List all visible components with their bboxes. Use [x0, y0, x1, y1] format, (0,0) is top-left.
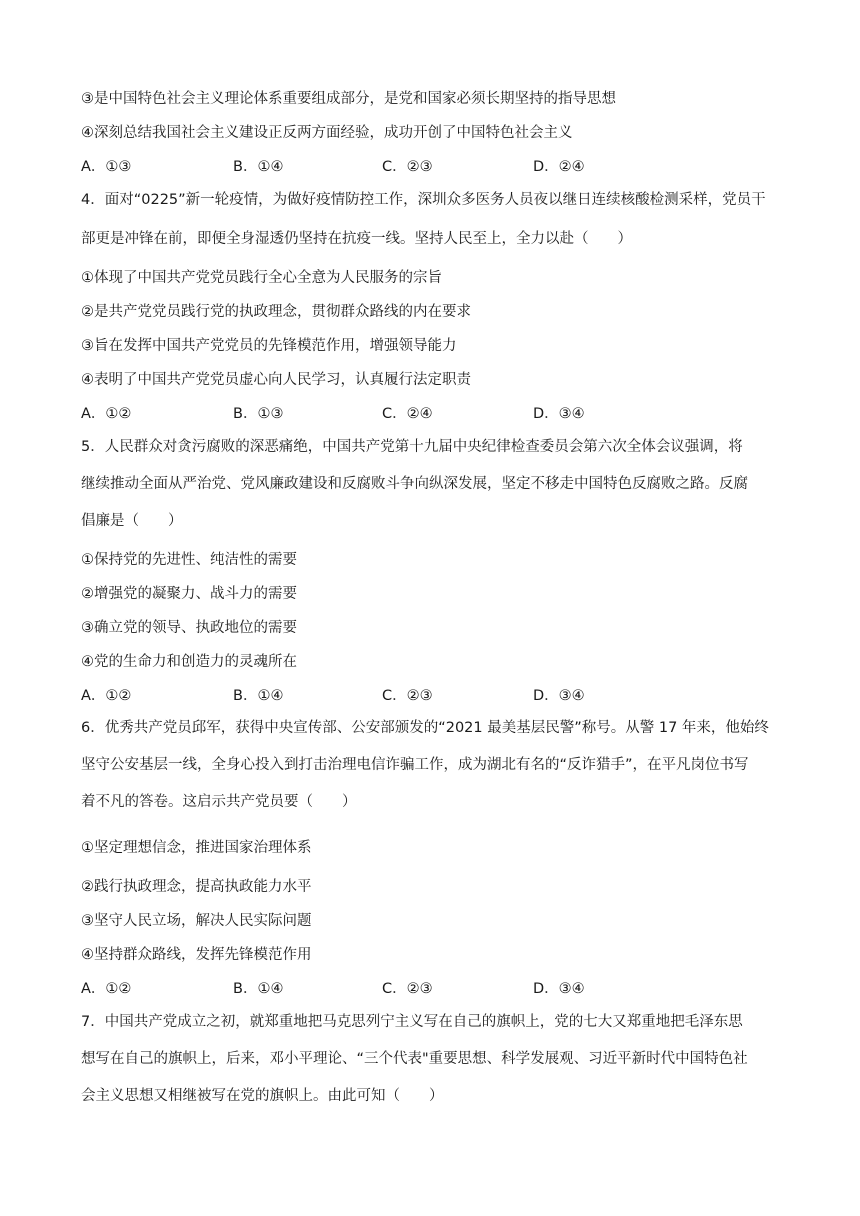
q6-option-c: C．②③	[382, 981, 433, 997]
q4-item-4: ④表明了中国共产党党员虚心向人民学习，认真履行法定职责	[81, 372, 471, 388]
q6-options	[81, 979, 801, 999]
q6-option-d: D．③④	[533, 981, 585, 997]
q5-item-2: ②增强党的凝聚力、战斗力的需要	[81, 586, 297, 602]
q6-item-1: ①坚定理想信念，推进国家治理体系	[81, 840, 312, 856]
q6-item-3: ③坚守人民立场，解决人民实际问题	[81, 913, 312, 929]
q5-option-b: B．①④	[233, 688, 284, 704]
q5-item-3: ③确立党的领导、执政地位的需要	[81, 620, 297, 636]
q3-option-c: C．②③	[382, 159, 433, 175]
q5-item-1: ①保持党的先进性、纯洁性的需要	[81, 552, 297, 568]
q6-stem-line-1: 6．优秀共产党员邱军，获得中央宣传部、公安部颁发的“2021 最美基层民警”称号。从警 17 年来，他始终	[81, 720, 769, 736]
q4-option-c: C．②④	[382, 406, 433, 422]
q7-stem-line-2: 想写在自己的旗帜上，后来，邓小平理论、“三个代表"重要思想、科学发展观、习近平新时代中国特色社	[81, 1051, 748, 1067]
q5-option-d: D．③④	[533, 688, 585, 704]
q4-stem-line-1: 4．面对“0225”新一轮疫情，为做好疫情防控工作，深圳众多医务人员夜以继日连续核酸检测采样，党员干	[81, 192, 766, 208]
q5-stem-line-3: 倡廉是（ ）	[81, 513, 183, 529]
q5-stem-line-1: 5．人民群众对贪污腐败的深恶痛绝，中国共产党第十九届中央纪律检查委员会第六次全体会议强调，将	[81, 439, 743, 455]
q3-option-d: D．②④	[533, 159, 585, 175]
q5-stem-line-2: 继续推动全面从严治党、党风廉政建设和反腐败斗争向纵深发展，坚定不移走中国特色反腐败之路。反腐	[81, 476, 748, 492]
q5-item-4: ④党的生命力和创造力的灵魂所在	[81, 654, 297, 670]
q3-item-3: ③是中国特色社会主义理论体系重要组成部分，是党和国家必须长期坚持的指导思想	[81, 91, 616, 107]
q6-item-2: ②践行执政理念，提高执政能力水平	[81, 879, 312, 895]
q4-stem-line-2: 部更是冲锋在前，即便全身湿透仍坚持在抗疫一线。坚持人民至上，全力以赴（ ）	[81, 231, 632, 247]
q3-option-a: A．①③	[81, 159, 132, 175]
q6-option-a: A．①②	[81, 981, 132, 997]
q3-option-b: B．①④	[233, 159, 284, 175]
q4-option-b: B．①③	[233, 406, 284, 422]
q6-option-b: B．①④	[233, 981, 284, 997]
q3-options	[81, 157, 801, 177]
q7-stem-line-1: 7．中国共产党成立之初，就郑重地把马克思列宁主义写在自己的旗帜上，党的七大又郑重地把毛泽东思	[81, 1014, 743, 1030]
q5-options	[81, 686, 801, 706]
q4-item-2: ②是共产党党员践行党的执政理念，贯彻群众路线的内在要求	[81, 304, 471, 320]
q4-item-1: ①体现了中国共产党党员践行全心全意为人民服务的宗旨	[81, 270, 442, 286]
q7-stem-line-3: 会主义思想又相继被写在党的旗帜上。由此可知（ ）	[81, 1088, 444, 1104]
q5-option-c: C．②③	[382, 688, 433, 704]
q3-item-4: ④深刻总结我国社会主义建设正反两方面经验，成功开创了中国特色社会主义	[81, 125, 573, 141]
q4-options	[81, 404, 801, 424]
q4-item-3: ③旨在发挥中国共产党党员的先锋模范作用，增强领导能力	[81, 338, 457, 354]
q4-option-d: D．③④	[533, 406, 585, 422]
q6-stem-line-3: 着不凡的答卷。这启示共产党员要（ ）	[81, 794, 357, 810]
q6-item-4: ④坚持群众路线，发挥先锋模范作用	[81, 947, 312, 963]
q4-option-a: A．①②	[81, 406, 132, 422]
q5-option-a: A．①②	[81, 688, 132, 704]
q6-stem-line-2: 坚守公安基层一线，全身心投入到打击治理电信诈骗工作，成为湖北有名的“反诈猎手”，在平凡岗位书写	[81, 757, 749, 773]
